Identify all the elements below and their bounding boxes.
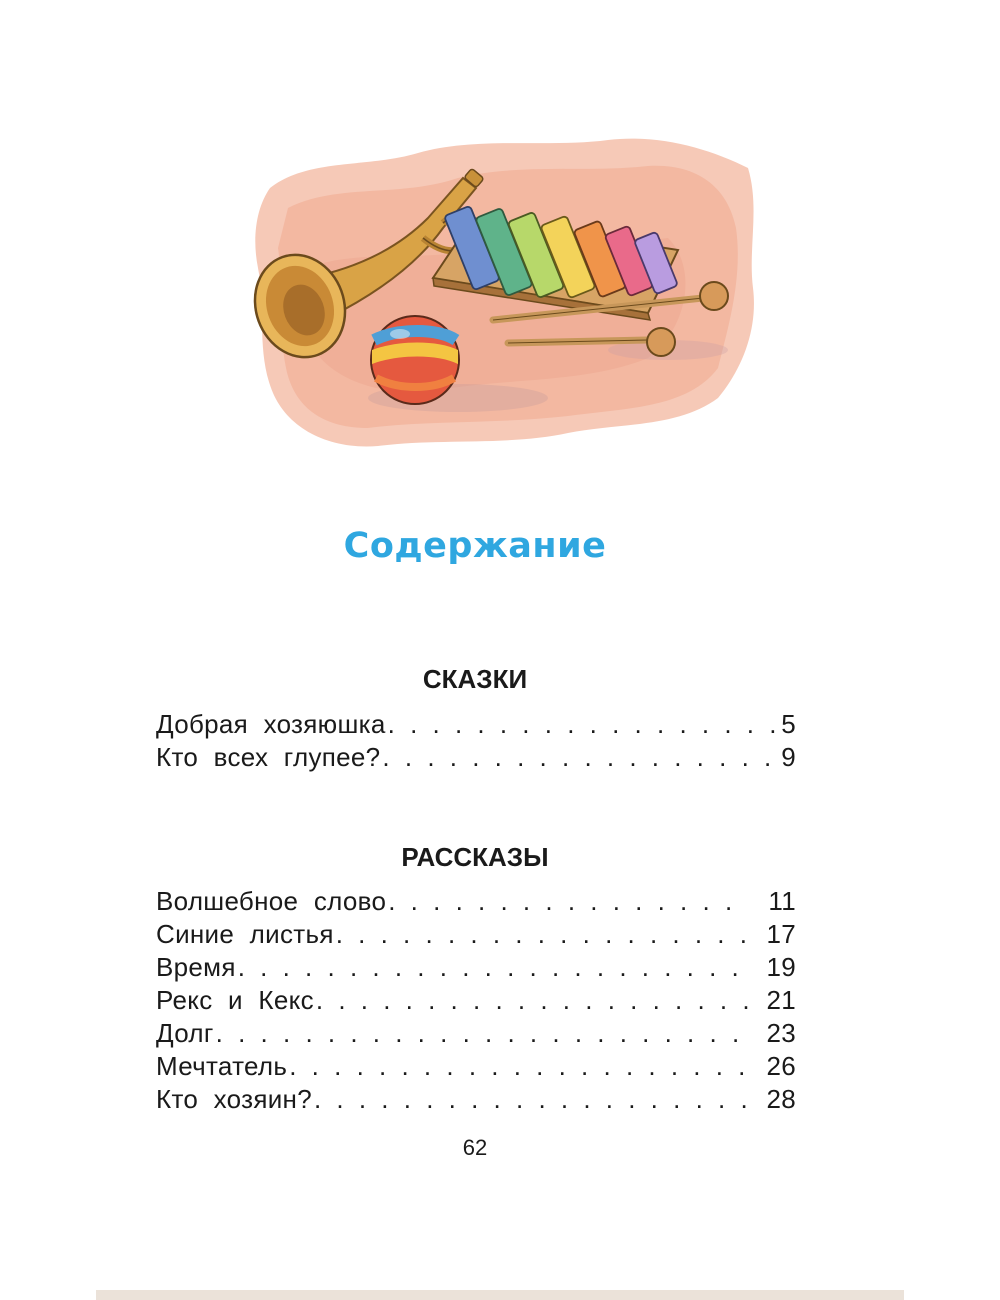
toc-leader-dots bbox=[314, 1083, 748, 1116]
page-number: 62 bbox=[462, 1135, 488, 1160]
toc-entry-title: Кто хозяин? bbox=[156, 1084, 312, 1114]
toc-entry[interactable] bbox=[156, 984, 796, 1017]
toc-entry-page: 5 bbox=[781, 709, 796, 739]
toc-entry[interactable] bbox=[156, 951, 796, 984]
toc-leader-dots bbox=[388, 885, 748, 918]
toc-entry-page: 19 bbox=[766, 952, 796, 982]
toc-entry-title: Рекс и Кекс bbox=[156, 985, 314, 1015]
toc-entry-page: 9 bbox=[781, 742, 796, 772]
section-heading-stories: РАССКАЗЫ bbox=[401, 842, 549, 872]
illustration-musical-toys bbox=[248, 128, 758, 458]
toc-entry-title: Кто всех глупее? bbox=[156, 742, 381, 772]
toc-entry[interactable] bbox=[156, 885, 796, 918]
toc-leader-dots bbox=[388, 708, 780, 741]
toc-entry[interactable] bbox=[156, 1017, 796, 1050]
toc-entry[interactable] bbox=[156, 1083, 796, 1116]
toc-leader-dots bbox=[289, 1050, 748, 1083]
toc-list-stories bbox=[156, 885, 796, 1116]
toc-entry[interactable] bbox=[156, 918, 796, 951]
toc-entry-title: Волшебное слово bbox=[156, 886, 387, 916]
toc-entry-page: 11 bbox=[768, 886, 796, 916]
toc-entry-page: 28 bbox=[766, 1084, 796, 1114]
toc-leader-dots bbox=[238, 951, 748, 984]
toc-leader-dots bbox=[336, 918, 748, 951]
toc-leader-dots bbox=[382, 741, 779, 774]
toc-entry[interactable] bbox=[156, 708, 796, 741]
ball-icon bbox=[371, 316, 459, 404]
toc-entry[interactable] bbox=[156, 1050, 796, 1083]
toc-entry-page: 21 bbox=[766, 985, 796, 1015]
toc-entry-title: Синие листья bbox=[156, 919, 334, 949]
toc-entry-title: Добрая хозяюшка bbox=[156, 709, 386, 739]
toc-entry-title: Время bbox=[156, 952, 236, 982]
toc-entry-page: 23 bbox=[766, 1018, 796, 1048]
toc-entry-page: 26 bbox=[766, 1051, 796, 1081]
toc-list-fairy-tales bbox=[156, 708, 796, 774]
toc-leader-dots bbox=[316, 984, 748, 1017]
toc-entry-page: 17 bbox=[766, 919, 796, 949]
section-heading-fairy-tales: СКАЗКИ bbox=[422, 664, 528, 694]
toc-entry-title: Долг bbox=[156, 1018, 214, 1048]
bottom-strip bbox=[96, 1290, 904, 1300]
toc-leader-dots bbox=[216, 1017, 748, 1050]
contents-title: Содержание bbox=[343, 526, 607, 566]
toc-entry[interactable] bbox=[156, 741, 796, 774]
toc-entry-title: Мечтатель bbox=[156, 1051, 288, 1081]
